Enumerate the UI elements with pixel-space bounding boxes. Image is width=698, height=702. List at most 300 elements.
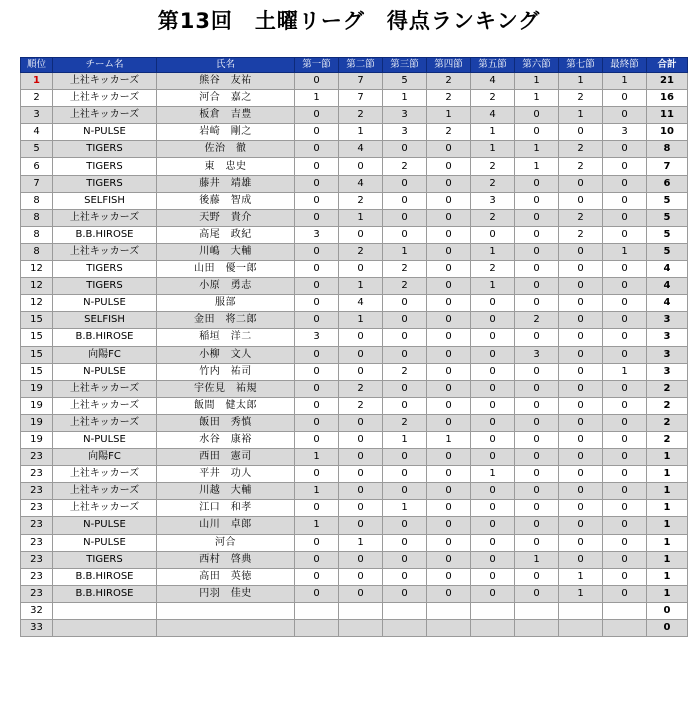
- player-name-cell: 山川 卓郎: [157, 517, 295, 534]
- score-cell: 2: [427, 124, 471, 141]
- score-cell: 2: [427, 90, 471, 107]
- rank-cell: 23: [21, 483, 53, 500]
- score-cell: 0: [603, 534, 647, 551]
- rank-cell: 2: [21, 90, 53, 107]
- score-cell: 0: [339, 346, 383, 363]
- column-header: 順位: [21, 58, 53, 73]
- score-cell: 0: [295, 380, 339, 397]
- score-cell: 0: [603, 397, 647, 414]
- total-cell: 7: [647, 158, 688, 175]
- score-cell: 0: [515, 397, 559, 414]
- score-cell: 0: [559, 414, 603, 431]
- score-cell: 1: [339, 278, 383, 295]
- column-header: 第一節: [295, 58, 339, 73]
- total-cell: 2: [647, 397, 688, 414]
- score-cell: [559, 620, 603, 637]
- score-cell: 4: [471, 107, 515, 124]
- score-cell: 0: [427, 551, 471, 568]
- score-cell: 1: [559, 568, 603, 585]
- score-cell: 0: [471, 517, 515, 534]
- score-cell: 0: [427, 175, 471, 192]
- rank-cell: 6: [21, 158, 53, 175]
- total-cell: 5: [647, 192, 688, 209]
- score-cell: 0: [603, 517, 647, 534]
- rank-cell: 23: [21, 585, 53, 602]
- team-cell: 上社キッカーズ: [53, 73, 157, 90]
- score-cell: 0: [295, 534, 339, 551]
- score-cell: 0: [339, 431, 383, 448]
- team-cell: TIGERS: [53, 141, 157, 158]
- score-cell: 0: [383, 295, 427, 312]
- total-cell: 4: [647, 261, 688, 278]
- score-cell: 0: [559, 397, 603, 414]
- player-name-cell: 西村 啓典: [157, 551, 295, 568]
- score-cell: 0: [427, 346, 471, 363]
- total-cell: 2: [647, 431, 688, 448]
- score-cell: 1: [383, 90, 427, 107]
- score-cell: 0: [427, 380, 471, 397]
- player-name-cell: 佐治 徹: [157, 141, 295, 158]
- score-cell: [427, 620, 471, 637]
- score-cell: 0: [603, 551, 647, 568]
- team-cell: 上社キッカーズ: [53, 414, 157, 431]
- team-cell: B.B.HIROSE: [53, 329, 157, 346]
- player-name-cell: 後藤 智成: [157, 192, 295, 209]
- rank-cell: 23: [21, 517, 53, 534]
- score-cell: 0: [559, 534, 603, 551]
- score-cell: 0: [603, 226, 647, 243]
- score-cell: 1: [339, 312, 383, 329]
- score-cell: 0: [383, 449, 427, 466]
- score-cell: 0: [603, 414, 647, 431]
- total-cell: 5: [647, 243, 688, 260]
- score-cell: 0: [427, 158, 471, 175]
- score-cell: 0: [427, 192, 471, 209]
- team-cell: 上社キッカーズ: [53, 107, 157, 124]
- player-name-cell: 江口 和孝: [157, 500, 295, 517]
- total-cell: 3: [647, 329, 688, 346]
- score-cell: 0: [559, 500, 603, 517]
- table-row: [21, 73, 688, 90]
- total-cell: 11: [647, 107, 688, 124]
- player-name-cell: 高尾 政紀: [157, 226, 295, 243]
- team-cell: 向陽FC: [53, 449, 157, 466]
- score-cell: 0: [603, 90, 647, 107]
- team-cell: 上社キッカーズ: [53, 90, 157, 107]
- score-cell: 0: [295, 141, 339, 158]
- score-cell: 0: [603, 380, 647, 397]
- score-cell: 0: [471, 483, 515, 500]
- team-cell: B.B.HIROSE: [53, 226, 157, 243]
- score-cell: 0: [383, 585, 427, 602]
- score-cell: 0: [295, 278, 339, 295]
- score-cell: [383, 620, 427, 637]
- table-row: [21, 141, 688, 158]
- score-cell: 0: [427, 534, 471, 551]
- score-cell: 0: [383, 141, 427, 158]
- table-row: [21, 397, 688, 414]
- score-cell: 0: [295, 192, 339, 209]
- team-cell: TIGERS: [53, 261, 157, 278]
- score-cell: 0: [515, 261, 559, 278]
- score-cell: 0: [559, 329, 603, 346]
- score-cell: 3: [383, 107, 427, 124]
- score-cell: 0: [383, 551, 427, 568]
- score-cell: 0: [471, 414, 515, 431]
- score-cell: 1: [559, 73, 603, 90]
- score-cell: 1: [339, 209, 383, 226]
- header-row: [21, 58, 688, 73]
- table-row: [21, 414, 688, 431]
- score-cell: [471, 602, 515, 619]
- score-cell: 0: [603, 192, 647, 209]
- score-cell: 0: [383, 568, 427, 585]
- table-row: [21, 483, 688, 500]
- score-cell: 0: [427, 278, 471, 295]
- score-cell: 0: [515, 534, 559, 551]
- score-cell: 2: [471, 90, 515, 107]
- score-cell: 0: [515, 329, 559, 346]
- score-cell: 0: [427, 568, 471, 585]
- score-cell: 0: [427, 483, 471, 500]
- score-cell: 0: [603, 483, 647, 500]
- score-cell: 0: [295, 397, 339, 414]
- score-cell: 1: [471, 124, 515, 141]
- team-cell: N-PULSE: [53, 363, 157, 380]
- table-row: [21, 449, 688, 466]
- score-cell: 2: [383, 278, 427, 295]
- score-cell: 0: [427, 449, 471, 466]
- score-cell: 2: [383, 261, 427, 278]
- score-cell: 1: [515, 158, 559, 175]
- ranking-table-container: [20, 57, 687, 637]
- score-cell: 0: [339, 226, 383, 243]
- score-cell: 0: [559, 175, 603, 192]
- score-cell: 1: [427, 107, 471, 124]
- table-row: [21, 312, 688, 329]
- total-cell: 3: [647, 363, 688, 380]
- score-cell: 0: [427, 517, 471, 534]
- score-cell: [295, 602, 339, 619]
- team-cell: N-PULSE: [53, 295, 157, 312]
- player-name-cell: 山田 優一郎: [157, 261, 295, 278]
- score-cell: 0: [295, 209, 339, 226]
- total-cell: 4: [647, 278, 688, 295]
- score-cell: 0: [295, 346, 339, 363]
- score-cell: 0: [295, 73, 339, 90]
- score-cell: 0: [383, 483, 427, 500]
- player-name-cell: 円羽 佳史: [157, 585, 295, 602]
- score-cell: 0: [295, 363, 339, 380]
- rank-cell: 19: [21, 414, 53, 431]
- player-name-cell: 熊谷 友祐: [157, 73, 295, 90]
- rank-cell: 23: [21, 568, 53, 585]
- total-cell: 1: [647, 585, 688, 602]
- score-cell: 0: [603, 466, 647, 483]
- rank-cell: 19: [21, 431, 53, 448]
- score-cell: 0: [383, 346, 427, 363]
- table-row: [21, 380, 688, 397]
- player-name-cell: [157, 602, 295, 619]
- table-row: [21, 346, 688, 363]
- column-header: 第六節: [515, 58, 559, 73]
- score-cell: 0: [515, 226, 559, 243]
- score-cell: 0: [339, 449, 383, 466]
- player-name-cell: 小柳 文人: [157, 346, 295, 363]
- score-cell: 1: [471, 243, 515, 260]
- score-cell: 1: [295, 483, 339, 500]
- score-cell: 0: [295, 431, 339, 448]
- score-cell: 0: [603, 107, 647, 124]
- rank-cell: 15: [21, 312, 53, 329]
- column-header: 氏名: [157, 58, 295, 73]
- score-cell: 1: [383, 243, 427, 260]
- score-cell: 0: [603, 312, 647, 329]
- score-cell: 0: [515, 414, 559, 431]
- total-cell: 1: [647, 466, 688, 483]
- total-cell: 1: [647, 534, 688, 551]
- score-cell: 0: [603, 261, 647, 278]
- team-cell: TIGERS: [53, 158, 157, 175]
- rank-cell: 12: [21, 295, 53, 312]
- score-cell: 2: [339, 243, 383, 260]
- score-cell: 0: [295, 312, 339, 329]
- table-row: [21, 602, 688, 619]
- score-cell: 2: [559, 90, 603, 107]
- score-cell: 0: [515, 295, 559, 312]
- score-cell: 3: [295, 226, 339, 243]
- score-cell: [515, 602, 559, 619]
- player-name-cell: 服部: [157, 295, 295, 312]
- score-cell: [515, 620, 559, 637]
- score-cell: 2: [339, 192, 383, 209]
- score-cell: 0: [295, 500, 339, 517]
- score-cell: 0: [515, 380, 559, 397]
- score-cell: 0: [515, 585, 559, 602]
- score-cell: 7: [339, 73, 383, 90]
- team-cell: 上社キッカーズ: [53, 209, 157, 226]
- player-name-cell: 川嶋 大輔: [157, 243, 295, 260]
- total-cell: 4: [647, 295, 688, 312]
- team-cell: [53, 602, 157, 619]
- total-cell: 5: [647, 209, 688, 226]
- score-cell: 0: [515, 243, 559, 260]
- score-cell: 0: [383, 226, 427, 243]
- player-name-cell: 河合 嘉之: [157, 90, 295, 107]
- score-cell: 2: [515, 312, 559, 329]
- team-cell: 上社キッカーズ: [53, 483, 157, 500]
- score-cell: 0: [471, 500, 515, 517]
- rank-cell: 23: [21, 551, 53, 568]
- score-cell: 0: [603, 329, 647, 346]
- score-cell: 0: [339, 158, 383, 175]
- rank-cell: 7: [21, 175, 53, 192]
- score-cell: 2: [471, 175, 515, 192]
- team-cell: 上社キッカーズ: [53, 500, 157, 517]
- score-cell: 0: [559, 517, 603, 534]
- score-cell: 0: [515, 278, 559, 295]
- total-cell: 16: [647, 90, 688, 107]
- page-title: 第13回 土曜リーグ 得点ランキング: [157, 9, 541, 33]
- rank-cell: 23: [21, 534, 53, 551]
- table-row: [21, 620, 688, 637]
- total-cell: 3: [647, 312, 688, 329]
- score-cell: 0: [603, 500, 647, 517]
- score-cell: 1: [427, 431, 471, 448]
- table-row: [21, 431, 688, 448]
- score-cell: 2: [559, 141, 603, 158]
- total-cell: 0: [647, 620, 688, 637]
- score-cell: 0: [603, 568, 647, 585]
- total-cell: 8: [647, 141, 688, 158]
- score-cell: 0: [603, 141, 647, 158]
- score-cell: 0: [295, 107, 339, 124]
- team-cell: N-PULSE: [53, 431, 157, 448]
- score-cell: 0: [295, 551, 339, 568]
- column-header: 第五節: [471, 58, 515, 73]
- score-cell: 2: [471, 261, 515, 278]
- score-cell: 1: [339, 124, 383, 141]
- column-header: 第三節: [383, 58, 427, 73]
- score-cell: 0: [471, 551, 515, 568]
- score-cell: 0: [471, 449, 515, 466]
- player-name-cell: 稲垣 洋二: [157, 329, 295, 346]
- score-cell: 0: [515, 209, 559, 226]
- rank-cell: 8: [21, 209, 53, 226]
- rank-cell: 23: [21, 466, 53, 483]
- score-cell: 0: [515, 466, 559, 483]
- score-cell: 4: [339, 175, 383, 192]
- score-cell: 0: [559, 431, 603, 448]
- score-cell: 0: [471, 295, 515, 312]
- column-header: チーム名: [53, 58, 157, 73]
- score-cell: 0: [295, 585, 339, 602]
- rank-cell: 1: [21, 73, 53, 90]
- total-cell: 0: [647, 602, 688, 619]
- player-name-cell: 岩崎 剛之: [157, 124, 295, 141]
- score-cell: 2: [339, 380, 383, 397]
- score-cell: [383, 602, 427, 619]
- score-cell: 0: [383, 534, 427, 551]
- score-cell: 0: [339, 466, 383, 483]
- score-cell: [471, 620, 515, 637]
- score-cell: 0: [515, 175, 559, 192]
- score-cell: 0: [559, 261, 603, 278]
- score-cell: 2: [339, 107, 383, 124]
- score-cell: 0: [559, 346, 603, 363]
- score-cell: 0: [471, 568, 515, 585]
- rank-cell: 19: [21, 397, 53, 414]
- score-cell: 1: [559, 585, 603, 602]
- player-name-cell: 小原 勇志: [157, 278, 295, 295]
- score-cell: 0: [471, 346, 515, 363]
- team-cell: 上社キッカーズ: [53, 380, 157, 397]
- table-row: [21, 192, 688, 209]
- player-name-cell: 飯間 健太郎: [157, 397, 295, 414]
- score-cell: 0: [295, 158, 339, 175]
- score-cell: 0: [339, 551, 383, 568]
- team-cell: SELFISH: [53, 312, 157, 329]
- team-cell: N-PULSE: [53, 124, 157, 141]
- score-cell: 1: [383, 500, 427, 517]
- player-name-cell: 河合: [157, 534, 295, 551]
- player-name-cell: 板倉 吉豊: [157, 107, 295, 124]
- table-row: [21, 534, 688, 551]
- score-cell: 0: [559, 380, 603, 397]
- score-cell: 0: [427, 261, 471, 278]
- rank-cell: 8: [21, 192, 53, 209]
- score-cell: 0: [515, 124, 559, 141]
- score-cell: 1: [603, 73, 647, 90]
- table-row: [21, 551, 688, 568]
- score-cell: 1: [515, 551, 559, 568]
- team-cell: [53, 620, 157, 637]
- score-cell: 0: [559, 192, 603, 209]
- score-cell: 2: [471, 209, 515, 226]
- table-row: [21, 107, 688, 124]
- score-cell: 2: [383, 414, 427, 431]
- table-row: [21, 466, 688, 483]
- table-row: [21, 568, 688, 585]
- score-cell: 0: [295, 261, 339, 278]
- table-row: [21, 329, 688, 346]
- score-cell: 2: [339, 397, 383, 414]
- score-cell: 0: [471, 312, 515, 329]
- score-cell: 0: [515, 107, 559, 124]
- score-cell: 1: [515, 73, 559, 90]
- score-cell: 0: [471, 363, 515, 380]
- rank-cell: 15: [21, 346, 53, 363]
- team-cell: 上社キッカーズ: [53, 397, 157, 414]
- rank-cell: 8: [21, 226, 53, 243]
- score-cell: 0: [471, 397, 515, 414]
- column-header: 第七節: [559, 58, 603, 73]
- rank-cell: 8: [21, 243, 53, 260]
- score-cell: 0: [383, 209, 427, 226]
- score-cell: 0: [295, 243, 339, 260]
- score-cell: 0: [427, 500, 471, 517]
- score-cell: 0: [515, 517, 559, 534]
- score-cell: [603, 620, 647, 637]
- total-cell: 1: [647, 551, 688, 568]
- score-cell: 0: [559, 124, 603, 141]
- score-cell: 7: [339, 90, 383, 107]
- table-row: [21, 261, 688, 278]
- player-name-cell: 宇佐見 祐規: [157, 380, 295, 397]
- team-cell: 上社キッカーズ: [53, 243, 157, 260]
- score-cell: 1: [471, 466, 515, 483]
- team-cell: 上社キッカーズ: [53, 466, 157, 483]
- column-header: 最終節: [603, 58, 647, 73]
- table-body: [21, 73, 688, 637]
- rank-cell: 5: [21, 141, 53, 158]
- table-row: [21, 226, 688, 243]
- score-cell: 0: [339, 568, 383, 585]
- total-cell: 1: [647, 517, 688, 534]
- total-cell: 21: [647, 73, 688, 90]
- score-cell: 0: [339, 585, 383, 602]
- score-cell: 0: [471, 329, 515, 346]
- total-cell: 3: [647, 346, 688, 363]
- score-cell: 0: [603, 431, 647, 448]
- total-cell: 5: [647, 226, 688, 243]
- score-cell: 0: [559, 363, 603, 380]
- team-cell: B.B.HIROSE: [53, 568, 157, 585]
- score-cell: 1: [603, 363, 647, 380]
- player-name-cell: 西田 憲司: [157, 449, 295, 466]
- table-row: [21, 90, 688, 107]
- score-cell: 2: [559, 209, 603, 226]
